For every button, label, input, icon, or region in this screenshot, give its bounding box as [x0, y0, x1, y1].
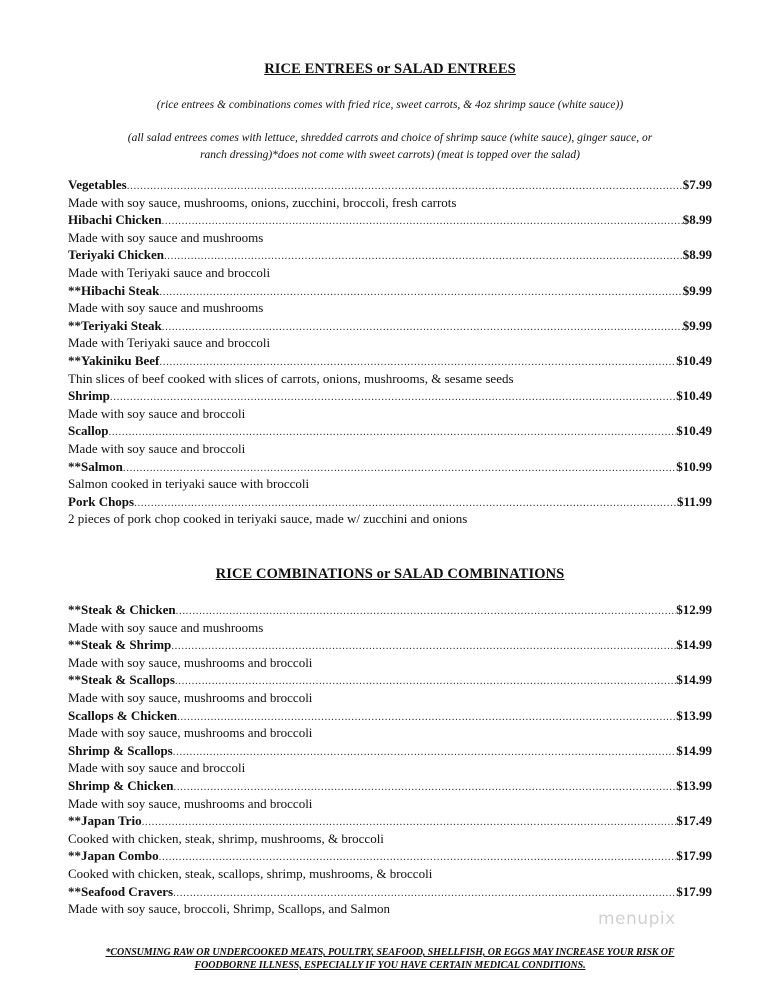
item-name: **Japan Trio	[68, 813, 142, 829]
menu-item	[68, 493, 712, 528]
item-price: $11.99	[676, 493, 712, 509]
entrees-rice-note: (rice entrees & combinations comes with fried rice, sweet carrots, & 4oz shrimp sauce (white sauce))	[156, 99, 624, 111]
item-name: Teriyaki Chicken	[68, 247, 164, 263]
item-price: $17.99	[676, 883, 712, 899]
item-price: $14.99	[676, 742, 712, 758]
item-description: Made with soy sauce and mushrooms	[68, 300, 264, 316]
item-description: Made with Teriyaki sauce and broccoli	[68, 335, 271, 351]
item-price: $12.99	[676, 602, 712, 617]
menu-item	[68, 812, 712, 847]
item-description: Made with soy sauce and mushrooms	[68, 619, 264, 635]
item-name: **Teriyaki Steak	[68, 317, 162, 333]
leader-dots	[173, 744, 677, 762]
item-description: 2 pieces of pork chop cooked in teriyaki sauce, made w/ zucchini and onions	[68, 511, 468, 527]
item-price: $8.99	[682, 247, 712, 263]
menu-item	[68, 707, 712, 742]
item-name: **Steak & Shrimp	[68, 637, 172, 653]
item-description: Cooked with chicken, steak, scallops, shrimp, mushrooms, & broccoli	[68, 865, 433, 881]
watermark-logo: menupix	[598, 909, 676, 929]
item-price: $10.49	[676, 423, 712, 439]
item-price: $9.99	[682, 317, 712, 333]
combinations-section-title: RICE COMBINATIONS or SALAD COMBINATIONS	[215, 566, 565, 582]
item-name: **Steak & Chicken	[68, 602, 176, 617]
disclaimer-line-2: FOODBORNE ILLNESS, ESPECIALLY IF YOU HAVE CERTAIN MEDICAL CONDITIONS.	[194, 960, 586, 971]
leader-dots	[173, 779, 676, 797]
item-description: Made with soy sauce and broccoli	[68, 760, 246, 776]
menu-item	[68, 246, 712, 281]
item-description: Made with soy sauce, broccoli, Shrimp, Scallops, and Salmon	[68, 901, 391, 917]
menu-item	[68, 352, 712, 387]
item-description: Cooked with chicken, steak, shrimp, mushrooms, & broccoli	[68, 830, 384, 846]
item-description: Made with soy sauce, mushrooms, onions, zucchini, broccoli, fresh carrots	[68, 194, 457, 210]
item-price: $13.99	[676, 707, 712, 723]
item-description: Made with Teriyaki sauce and broccoli	[68, 264, 271, 280]
item-price: $10.99	[676, 458, 712, 474]
menu-item	[68, 422, 712, 457]
menu-item	[68, 317, 712, 352]
entrees-list	[68, 176, 712, 528]
item-name: Scallops & Chicken	[68, 707, 178, 723]
item-name: **Japan Combo	[68, 848, 159, 864]
item-price: $17.99	[676, 848, 712, 864]
item-price: $17.49	[676, 813, 712, 829]
menu-item	[68, 847, 712, 882]
salad-note-line-2: ranch dressing)*does not come with sweet carrots) (meat is topped over the salad)	[200, 149, 580, 161]
menu-item	[68, 211, 712, 246]
leader-dots	[127, 178, 683, 196]
item-price: $14.99	[676, 672, 712, 688]
leader-dots	[176, 603, 677, 621]
item-description: Made with soy sauce and mushrooms	[68, 229, 264, 245]
item-description: Made with soy sauce, mushrooms and broccoli	[68, 654, 313, 670]
item-description: Made with soy sauce, mushrooms and broccoli	[68, 725, 313, 741]
item-price: $14.99	[676, 637, 712, 653]
item-name: **Hibachi Steak	[68, 282, 160, 298]
menu-item	[68, 282, 712, 317]
item-name: Hibachi Chicken	[68, 212, 162, 228]
item-description: Thin slices of beef cooked with slices of carrots, onions, mushrooms, & sesame seeds	[68, 370, 514, 386]
item-price: $13.99	[676, 777, 712, 793]
item-price: $10.49	[676, 388, 712, 404]
item-price: $9.99	[682, 282, 712, 298]
menu-item	[68, 458, 712, 493]
food-safety-disclaimer	[90, 946, 690, 972]
item-name: Shrimp	[68, 388, 110, 404]
entrees-salad-note	[62, 130, 718, 164]
salad-note-line-1: (all salad entrees comes with lettuce, shredded carrots and choice of shrimp sauce (white sauce), ginger sauce, or	[127, 132, 653, 144]
item-price: $8.99	[682, 212, 712, 228]
item-name: Shrimp & Scallops	[68, 742, 173, 758]
item-price: $7.99	[682, 177, 712, 192]
combinations-list	[68, 601, 712, 918]
entrees-section-title: RICE ENTREES or SALAD ENTREES	[264, 61, 516, 77]
item-name: **Yakiniku Beef	[68, 352, 160, 368]
item-name: **Salmon	[68, 458, 123, 474]
menu-item	[68, 742, 712, 777]
item-description: Made with soy sauce, mushrooms and broccoli	[68, 795, 313, 811]
item-price: $10.49	[676, 352, 712, 368]
item-description: Made with soy sauce, mushrooms and broccoli	[68, 689, 313, 705]
item-description: Made with soy sauce and broccoli	[68, 405, 246, 421]
item-name: Vegetables	[68, 177, 127, 192]
item-name: **Steak & Scallops	[68, 672, 175, 688]
item-description: Salmon cooked in teriyaki sauce with broccoli	[68, 476, 310, 492]
menu-item	[68, 387, 712, 422]
disclaimer-line-1: *CONSUMING RAW OR UNDERCOOKED MEATS, POULTRY, SEAFOOD, SHELLFISH, OR EGGS MAY INCREASE YOUR RISK OF	[105, 947, 675, 958]
item-description: Made with soy sauce and broccoli	[68, 440, 246, 456]
menu-item	[68, 601, 712, 636]
menu-item	[68, 176, 712, 211]
menu-item	[68, 636, 712, 671]
item-name: Pork Chops	[68, 493, 135, 509]
item-name: Shrimp & Chicken	[68, 777, 174, 793]
leader-dots	[159, 354, 676, 372]
menu-item	[68, 671, 712, 706]
menu-item	[68, 777, 712, 812]
item-name: **Seafood Cravers	[68, 883, 174, 899]
item-name: Scallop	[68, 423, 109, 439]
